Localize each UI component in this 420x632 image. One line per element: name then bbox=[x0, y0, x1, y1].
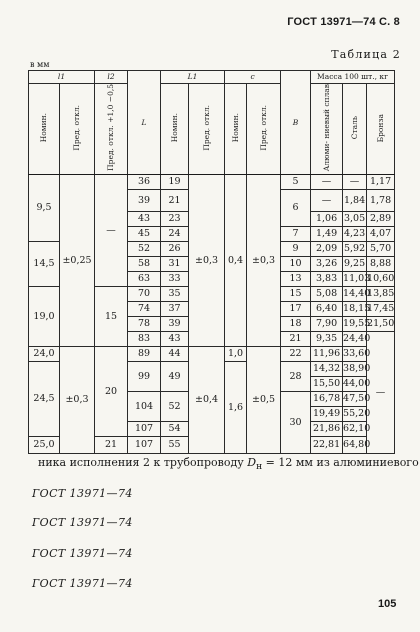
table-cell-steel: 19,55 bbox=[343, 316, 367, 331]
table-cell-aluminium: — bbox=[311, 174, 343, 189]
table-cell-aluminium: 19,49 bbox=[311, 406, 343, 421]
table-cell-steel: 24,40 bbox=[343, 331, 367, 346]
table-cell-aluminium: 1,49 bbox=[311, 226, 343, 241]
header-L1-nominal: Номин. bbox=[161, 84, 189, 175]
table-cell-steel: 62,10 bbox=[343, 421, 367, 436]
table-cell-aluminium: 3,83 bbox=[311, 271, 343, 286]
table-cell-bronze: 8,88 bbox=[367, 256, 395, 271]
standard-reference: ГОСТ 13971—74 bbox=[32, 516, 133, 529]
table-cell-aluminium: 7,90 bbox=[311, 316, 343, 331]
table-cell-B: 21 bbox=[281, 331, 311, 346]
table-cell-steel: 1,84 bbox=[343, 189, 367, 211]
table-caption: Таблица 2 bbox=[331, 48, 401, 61]
table-cell-bronze: 13,85 bbox=[367, 286, 395, 301]
table-cell-aluminium: — bbox=[311, 189, 343, 211]
table-cell-L1: 55 bbox=[161, 436, 189, 453]
table-cell-bronze: 2,89 bbox=[367, 211, 395, 226]
table-cell-l1: 14,5 bbox=[29, 241, 60, 286]
table-cell-bronze: 1,78 bbox=[367, 189, 395, 211]
table-cell-aluminium: 9,35 bbox=[311, 331, 343, 346]
table-cell-steel: 33,60 bbox=[343, 346, 367, 361]
table-cell-aluminium: 6,40 bbox=[311, 301, 343, 316]
table-cell-L1: 26 bbox=[161, 241, 189, 256]
table-cell-L1: 49 bbox=[161, 361, 189, 391]
table-cell-L1: 54 bbox=[161, 421, 189, 436]
header-mass: Масса 100 шт., кг bbox=[311, 71, 395, 84]
table-cell-aluminium: 15,50 bbox=[311, 376, 343, 391]
table-cell-steel: 5,92 bbox=[343, 241, 367, 256]
table-cell-L: 36 bbox=[128, 174, 161, 189]
table-cell-L: 45 bbox=[128, 226, 161, 241]
table-cell-L: 43 bbox=[128, 211, 161, 226]
table-cell-B: 7 bbox=[281, 226, 311, 241]
table-cell-c-deviation: ±0,5 bbox=[247, 346, 281, 453]
table-cell-B: 5 bbox=[281, 174, 311, 189]
header-bronze: Бронза bbox=[367, 84, 395, 175]
table-cell-l2-dash: — bbox=[95, 174, 128, 286]
table-cell-aluminium: 16,78 bbox=[311, 391, 343, 406]
table-cell-bronze: 21,50 bbox=[367, 316, 395, 331]
table-cell-L: 89 bbox=[128, 346, 161, 361]
footnote-text: ника исполнения 2 к трубопроводу $D_н = 12$ мм из алюминиевого bbox=[38, 456, 419, 473]
table-cell-bronze-dash: — bbox=[367, 331, 395, 453]
table-cell-L1: 33 bbox=[161, 271, 189, 286]
page-header: ГОСТ 13971—74 С. 8 bbox=[287, 16, 400, 28]
table-cell-B: 28 bbox=[281, 361, 311, 391]
table-cell-L1: 31 bbox=[161, 256, 189, 271]
table-cell-L: 104 bbox=[128, 391, 161, 421]
table-cell-l1: 9,5 bbox=[29, 174, 60, 241]
table-cell-L: 107 bbox=[128, 421, 161, 436]
table-cell-c: 1,6 bbox=[225, 361, 247, 453]
table-cell-steel: 55,20 bbox=[343, 406, 367, 421]
header-aluminium: Алюми- ниевый сплав bbox=[311, 84, 343, 175]
table-cell-B: 10 bbox=[281, 256, 311, 271]
table-cell-aluminium: 1,06 bbox=[311, 211, 343, 226]
table-cell-B: 6 bbox=[281, 189, 311, 226]
table-cell-l2: 15 bbox=[95, 286, 128, 346]
table-cell-steel: 4,23 bbox=[343, 226, 367, 241]
table-cell-c: 0,4 bbox=[225, 174, 247, 346]
table-cell-L: 78 bbox=[128, 316, 161, 331]
table-cell-l1: 19,0 bbox=[29, 286, 60, 346]
table-cell-steel: 14,40 bbox=[343, 286, 367, 301]
table-cell-l1-deviation: ±0,25 bbox=[60, 174, 95, 346]
table-cell-L1: 43 bbox=[161, 331, 189, 346]
table-cell-l2: 21 bbox=[95, 436, 128, 453]
table-cell-bronze: 17,45 bbox=[367, 301, 395, 316]
table-cell-B: 22 bbox=[281, 346, 311, 361]
table-cell-L1: 35 bbox=[161, 286, 189, 301]
table-cell-aluminium: 11,96 bbox=[311, 346, 343, 361]
standard-reference: ГОСТ 13971—74 bbox=[32, 577, 133, 590]
table-cell-c-deviation: ±0,3 bbox=[247, 174, 281, 346]
header-l2-deviation: Пред. откл. +1,0 −0,5 bbox=[95, 84, 128, 175]
table-cell-L: 70 bbox=[128, 286, 161, 301]
table-cell-L1-deviation: ±0,3 bbox=[189, 174, 225, 346]
table-cell-steel: 64,80 bbox=[343, 436, 367, 453]
table-cell-L1: 24 bbox=[161, 226, 189, 241]
table-cell-l1: 24,5 bbox=[29, 361, 60, 436]
table-cell-L1: 39 bbox=[161, 316, 189, 331]
table-cell-B: 17 bbox=[281, 301, 311, 316]
header-steel: Сталь bbox=[343, 84, 367, 175]
table-cell-L1: 19 bbox=[161, 174, 189, 189]
table-cell-steel: 47,50 bbox=[343, 391, 367, 406]
table-cell-L: 83 bbox=[128, 331, 161, 346]
table-cell-L: 39 bbox=[128, 189, 161, 211]
table-cell-steel: — bbox=[343, 174, 367, 189]
table-cell-L: 99 bbox=[128, 361, 161, 391]
table-cell-c: 1,0 bbox=[225, 346, 247, 361]
table-cell-steel: 11,03 bbox=[343, 271, 367, 286]
table-cell-aluminium: 3,26 bbox=[311, 256, 343, 271]
header-l1: l1 bbox=[29, 71, 95, 84]
table-cell-aluminium: 21,86 bbox=[311, 421, 343, 436]
header-B: B bbox=[281, 71, 311, 175]
table-cell-L1: 37 bbox=[161, 301, 189, 316]
table-cell-aluminium: 5,08 bbox=[311, 286, 343, 301]
table-cell-l2: 20 bbox=[95, 346, 128, 436]
table-cell-aluminium: 2,09 bbox=[311, 241, 343, 256]
standard-reference: ГОСТ 13971—74 bbox=[32, 487, 133, 500]
unit-label: в мм bbox=[30, 60, 50, 69]
table-cell-L1: 52 bbox=[161, 391, 189, 421]
header-L1: L1 bbox=[161, 71, 225, 84]
table-cell-L1: 44 bbox=[161, 346, 189, 361]
table-cell-B: 9 bbox=[281, 241, 311, 256]
dimensions-table bbox=[28, 70, 395, 454]
header-L: L bbox=[128, 71, 161, 175]
header-c-deviation: Пред. откл. bbox=[247, 84, 281, 175]
table-cell-L: 107 bbox=[128, 436, 161, 453]
table-cell-L: 52 bbox=[128, 241, 161, 256]
header-L1-deviation: Пред. откл. bbox=[189, 84, 225, 175]
table-cell-L: 63 bbox=[128, 271, 161, 286]
table-cell-steel: 18,15 bbox=[343, 301, 367, 316]
page-number: 105 bbox=[378, 598, 397, 610]
table-cell-L1: 21 bbox=[161, 189, 189, 211]
table-cell-steel: 3,05 bbox=[343, 211, 367, 226]
header-l2: l2 bbox=[95, 71, 128, 84]
table-cell-B: 13 bbox=[281, 271, 311, 286]
table-cell-L: 58 bbox=[128, 256, 161, 271]
table-cell-steel: 44,00 bbox=[343, 376, 367, 391]
header-c-nominal: Номин. bbox=[225, 84, 247, 175]
header-l1-nominal: Номин. bbox=[29, 84, 60, 175]
table-cell-B: 18 bbox=[281, 316, 311, 331]
table-cell-aluminium: 14,32 bbox=[311, 361, 343, 376]
table-cell-steel: 38,90 bbox=[343, 361, 367, 376]
table-cell-bronze: 1,17 bbox=[367, 174, 395, 189]
table-cell-l1: 24,0 bbox=[29, 346, 60, 361]
table-cell-bronze: 5,70 bbox=[367, 241, 395, 256]
table-cell-bronze: 4,07 bbox=[367, 226, 395, 241]
table-cell-bronze: 10,60 bbox=[367, 271, 395, 286]
standard-reference: ГОСТ 13971—74 bbox=[32, 547, 133, 560]
table-cell-l1: 25,0 bbox=[29, 436, 60, 453]
table-cell-steel: 9,25 bbox=[343, 256, 367, 271]
header-c: c bbox=[225, 71, 281, 84]
header-l1-deviation: Пред. откл. bbox=[60, 84, 95, 175]
table-cell-L1-deviation: ±0,4 bbox=[189, 346, 225, 453]
table-cell-B: 15 bbox=[281, 286, 311, 301]
table-cell-aluminium: 22,81 bbox=[311, 436, 343, 453]
table-cell-B: 30 bbox=[281, 391, 311, 453]
table-cell-L1: 23 bbox=[161, 211, 189, 226]
table-cell-l1-deviation: ±0,3 bbox=[60, 346, 95, 453]
table-cell-L: 74 bbox=[128, 301, 161, 316]
